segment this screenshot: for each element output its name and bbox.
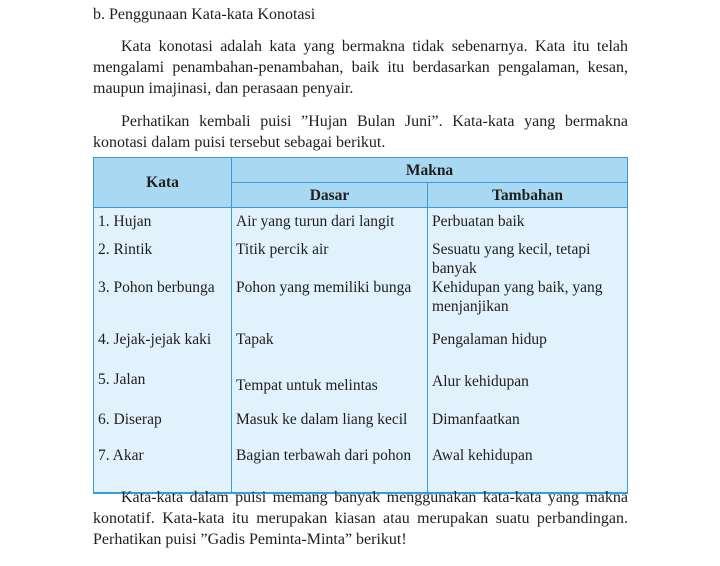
header-tambahan: Tambahan (428, 183, 628, 208)
cell-tambahan: Pengalaman hidup (428, 330, 628, 364)
header-makna: Makna (232, 158, 628, 183)
table-row (94, 208, 628, 237)
paragraph-definition: Kata konotasi adalah kata yang bermakna tidak sebenarnya. Kata itu telah mengalami penambahan-penambahan, baik itu berdasarkan pengalaman, kesan, maupun imajinasi, dan perasaan penyair. (93, 38, 628, 97)
cell-tambahan: Awal kehidupan (428, 440, 628, 493)
cell-kata: 3. Pohon berbunga (94, 278, 232, 330)
cell-dasar: Titik percik air (232, 236, 428, 278)
cell-dasar: Bagian terbawah dari pohon (232, 440, 428, 493)
cell-dasar: Tapak (232, 330, 428, 364)
table-row (94, 440, 628, 493)
cell-dasar: Masuk ke dalam liang kecil (232, 406, 428, 440)
cell-tambahan: Alur kehidupan (428, 364, 628, 406)
cell-tambahan: Perbuatan baik (428, 208, 628, 237)
connotation-table (93, 157, 628, 494)
header-kata: Kata (94, 158, 232, 208)
table-row (94, 330, 628, 364)
table-row (94, 406, 628, 440)
cell-kata: 1. Hujan (94, 208, 232, 237)
cell-kata: 4. Jejak-jejak kaki (94, 330, 232, 364)
cell-tambahan: Dimanfaatkan (428, 406, 628, 440)
table-row (94, 364, 628, 406)
cell-dasar: Air yang turun dari langit (232, 208, 428, 237)
paragraph-conclusion: Kata-kata dalam puisi memang banyak menggunakan kata-kata yang makna konotatif. Kata-kata itu merupakan kiasan atau merupakan suatu perbandingan. Perhatikan puisi ”Gadis Peminta-Minta” berikut! (93, 489, 628, 548)
header-dasar: Dasar (232, 183, 428, 208)
table-row (94, 236, 628, 278)
paragraph-intro-table: Perhatikan kembali puisi ”Hujan Bulan Juni”. Kata-kata yang bermakna konotasi dalam puisi tersebut sebagai berikut. (93, 113, 628, 151)
cell-kata: 2. Rintik (94, 236, 232, 278)
cell-dasar: Pohon yang memiliki bunga (232, 278, 428, 330)
cell-kata: 5. Jalan (94, 364, 232, 406)
table-row (94, 278, 628, 330)
cell-tambahan: Kehidupan yang baik, yang menjanjikan (428, 278, 628, 330)
cell-dasar: Tempat untuk melintas (232, 364, 428, 406)
section-heading: b. Penggunaan Kata-kata Konotasi (93, 6, 316, 23)
cell-kata: 6. Diserap (94, 406, 232, 440)
cell-tambahan: Sesuatu yang kecil, tetapi banyak (428, 236, 628, 278)
cell-kata: 7. Akar (94, 440, 232, 493)
